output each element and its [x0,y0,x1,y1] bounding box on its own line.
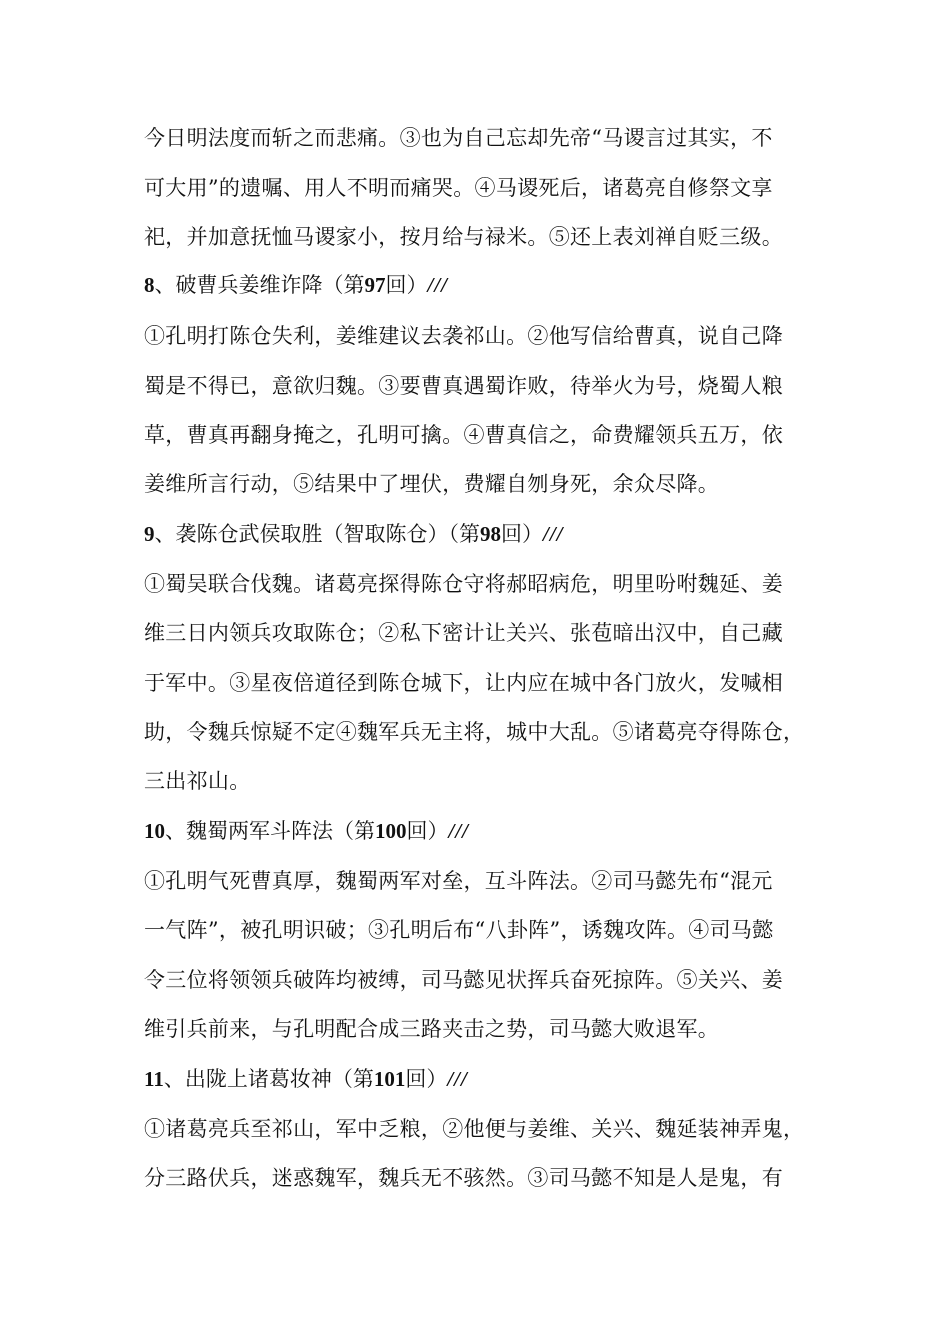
chapter-number: 97 [364,273,386,297]
section-number: 11 [144,1067,164,1091]
paragraph-line: 助，令魏兵惊疑不定④魏军兵无主将，城中大乱。⑤诸葛亮夺得陈仓， [144,720,805,744]
section-heading [144,270,808,300]
section-heading [144,816,808,846]
intro-line: 可大用”的遗嘱、用人不明而痛哭。④马谡死后，诸葛亮自修祭文享 [144,176,773,200]
section-heading [144,519,808,549]
paragraph-line: 草，曹真再翻身掩之，孔明可擒。④曹真信之，命费耀领兵五万，依 [144,423,783,447]
section-number: 9 [144,522,155,546]
paragraph-line: 分三路伏兵，迷惑魏军，魏兵无不骇然。③司马懿不知是人是鬼，有 [144,1166,783,1190]
intro-line: 祀，并加意抚恤马谡家小，按月给与禄米。⑤还上表刘禅自贬三级。 [144,225,783,249]
paragraph-line: 维引兵前来，与孔明配合成三路夹击之势，司马懿大败退军。 [144,1017,720,1041]
paragraph-line: 三出祁山。 [144,769,251,793]
section-title-end: 回） [385,273,428,297]
section-title-end: 回） [501,522,543,546]
chapter-number: 98 [480,522,501,546]
intro-line: 今日明法度而斩之而悲痛。③也为自己忘却先帝“马谡言过其实，不 [144,126,773,150]
paragraph-line: 蜀是不得已，意欲归魏。③要曹真遇蜀诈败，待举火为号，烧蜀人粮 [144,374,783,398]
section-mark: /// [427,273,449,297]
section-title: 、出陇上诸葛妆神（第 [163,1067,374,1091]
section-title: 、袭陈仓武侯取胜（智取陈仓）（第 [154,522,480,546]
section-number: 10 [144,819,165,843]
paragraph-line: ①诸葛亮兵至祁山，军中乏粮，②他便与姜维、关兴、魏延装神弄鬼， [144,1117,805,1141]
paragraph-line: ①孔明打陈仓失利，姜维建议去袭祁山。②他写信给曹真，说自己降 [144,324,783,348]
paragraph-line: ①孔明气死曹真厚，魏蜀两军对垒，互斗阵法。②司马懿先布“混元 [144,869,773,893]
chapter-number: 101 [373,1067,406,1091]
paragraph-line: ①蜀吴联合伐魏。诸葛亮探得陈仓守将郝昭病危，明里吩咐魏延、姜 [144,572,783,596]
section-title: 、破曹兵姜维诈降（第 [154,273,365,297]
section-mark: /// [447,1067,468,1091]
section-title-end: 回） [406,819,449,843]
paragraph-line: 维三日内领兵攻取陈仓；②私下密计让关兴、张苞暗出汉中，自己藏 [144,621,783,645]
paragraph-line: 姜维所言行动，⑤结果中了埋伏，费耀自刎身死，余众尽降。 [144,472,720,496]
section-mark: /// [448,819,470,843]
section-title-end: 回） [405,1067,448,1091]
section-title: 、魏蜀两军斗阵法（第 [165,819,375,843]
paragraph-line: 于军中。③星夜倍道径到陈仓城下，让内应在城中各门放火，发喊相 [144,671,783,695]
section-number: 8 [144,273,155,297]
paragraph-line: 一气阵”，被孔明识破；③孔明后布“八卦阵”，诱魏攻阵。④司马懿 [144,918,774,942]
section-heading [144,1064,808,1094]
section-mark: /// [543,522,564,546]
chapter-number: 100 [375,819,407,843]
paragraph-line: 令三位将领领兵破阵均被缚，司马懿见状挥兵奋死掠阵。⑤关兴、姜 [144,968,783,992]
